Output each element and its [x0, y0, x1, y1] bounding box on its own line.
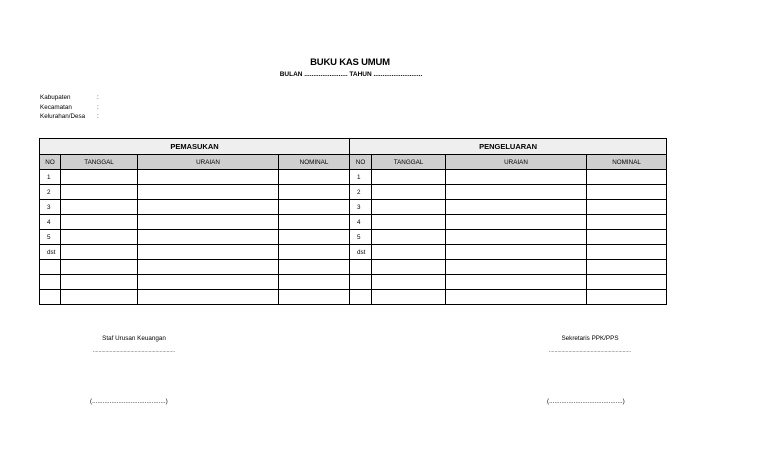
empty-cell — [279, 200, 350, 215]
empty-cell — [587, 260, 667, 275]
expense-no-cell — [350, 275, 372, 290]
empty-cell — [446, 185, 587, 200]
table-row — [40, 290, 667, 305]
income-no-cell — [40, 290, 61, 305]
empty-cell — [279, 275, 350, 290]
empty-cell — [587, 215, 667, 230]
empty-cell — [446, 245, 587, 260]
empty-cell — [372, 215, 446, 230]
meta-separator: : — [97, 94, 99, 101]
meta-label: Kecamatan — [40, 103, 72, 111]
empty-cell — [61, 215, 138, 230]
income-no-cell: 5 — [40, 230, 61, 245]
meta-separator: : — [97, 103, 99, 111]
table-row — [40, 245, 667, 260]
meta-row-kelurahan — [40, 112, 99, 122]
empty-cell — [446, 260, 587, 275]
empty-cell — [372, 290, 446, 305]
empty-cell — [587, 290, 667, 305]
signature-left-title: Staf Urusan Keuangan — [102, 335, 166, 342]
meta-row-kecamatan — [40, 103, 99, 113]
signature-left-line: ........................................................... — [93, 348, 175, 354]
empty-cell — [138, 215, 279, 230]
expense-no-cell: 1 — [350, 170, 372, 185]
column-header-nominal: NOMINAL — [587, 155, 667, 170]
empty-cell — [138, 185, 279, 200]
table-row — [40, 215, 667, 230]
empty-cell — [138, 170, 279, 185]
empty-cell — [138, 275, 279, 290]
expense-no-cell: 5 — [350, 230, 372, 245]
empty-cell — [372, 230, 446, 245]
empty-cell — [61, 245, 138, 260]
empty-cell — [587, 185, 667, 200]
column-header-uraian: URAIAN — [446, 155, 587, 170]
column-header-no: NO — [350, 155, 372, 170]
empty-cell — [372, 275, 446, 290]
income-no-cell — [40, 260, 61, 275]
empty-cell — [138, 260, 279, 275]
table-row — [40, 185, 667, 200]
empty-cell — [279, 290, 350, 305]
income-no-cell: 4 — [40, 215, 61, 230]
table-row — [40, 260, 667, 275]
signature-left-name: (..........................................) — [90, 398, 168, 405]
expense-no-cell — [350, 260, 372, 275]
meta-label: Kelurahan/Desa — [40, 113, 86, 120]
expense-no-cell — [350, 290, 372, 305]
expense-no-cell: 4 — [350, 215, 372, 230]
empty-cell — [61, 170, 138, 185]
empty-cell — [279, 260, 350, 275]
empty-cell — [138, 245, 279, 260]
empty-cell — [446, 275, 587, 290]
column-header-no: NO — [40, 155, 61, 170]
signature-left — [89, 335, 179, 354]
signature-right-line: ........................................................... — [549, 348, 631, 354]
empty-cell — [61, 260, 138, 275]
empty-cell — [372, 185, 446, 200]
table-body — [40, 170, 667, 305]
empty-cell — [279, 245, 350, 260]
empty-cell — [138, 200, 279, 215]
period-line: BULAN ........................ TAHUN ........................... — [279, 71, 423, 78]
empty-cell — [446, 290, 587, 305]
meta-row-kabupaten — [40, 93, 99, 103]
column-header-tanggal: TANGGAL — [61, 155, 138, 170]
empty-cell — [587, 245, 667, 260]
empty-cell — [61, 200, 138, 215]
document-title: BUKU KAS UMUM — [310, 57, 390, 68]
expense-no-cell: 3 — [350, 200, 372, 215]
cash-book-table — [39, 138, 667, 305]
empty-cell — [61, 185, 138, 200]
empty-cell — [279, 185, 350, 200]
empty-cell — [587, 200, 667, 215]
empty-cell — [587, 275, 667, 290]
signature-right — [545, 335, 635, 354]
region-info — [40, 93, 99, 122]
empty-cell — [279, 170, 350, 185]
empty-cell — [61, 290, 138, 305]
column-header-tanggal: TANGGAL — [372, 155, 446, 170]
meta-label: Kabupaten — [40, 94, 71, 101]
signature-right-name: (..........................................) — [547, 398, 625, 405]
income-no-cell: 1 — [40, 170, 61, 185]
empty-cell — [372, 245, 446, 260]
empty-cell — [61, 275, 138, 290]
table-row — [40, 200, 667, 215]
expense-header: PENGELUARAN — [350, 139, 667, 155]
income-no-cell: 2 — [40, 185, 61, 200]
empty-cell — [587, 170, 667, 185]
empty-cell — [372, 200, 446, 215]
empty-cell — [446, 200, 587, 215]
signature-right-title: Sekretaris PPK/PPS — [561, 335, 619, 342]
empty-cell — [446, 215, 587, 230]
empty-cell — [372, 260, 446, 275]
empty-cell — [587, 230, 667, 245]
column-header-nominal: NOMINAL — [279, 155, 350, 170]
income-no-cell: 3 — [40, 200, 61, 215]
empty-cell — [279, 215, 350, 230]
column-header-uraian: URAIAN — [138, 155, 279, 170]
expense-no-cell: 2 — [350, 185, 372, 200]
empty-cell — [372, 170, 446, 185]
income-no-cell — [40, 275, 61, 290]
table-row — [40, 230, 667, 245]
empty-cell — [61, 230, 138, 245]
table-row — [40, 170, 667, 185]
empty-cell — [138, 290, 279, 305]
income-no-cell: dst — [40, 245, 61, 260]
column-header-row — [40, 155, 667, 170]
table-row — [40, 275, 667, 290]
empty-cell — [138, 230, 279, 245]
empty-cell — [279, 230, 350, 245]
meta-separator: : — [97, 113, 99, 120]
empty-cell — [446, 170, 587, 185]
group-header-row — [40, 139, 667, 155]
expense-no-cell: dst — [350, 245, 372, 260]
empty-cell — [446, 230, 587, 245]
income-header: PEMASUKAN — [40, 139, 350, 155]
